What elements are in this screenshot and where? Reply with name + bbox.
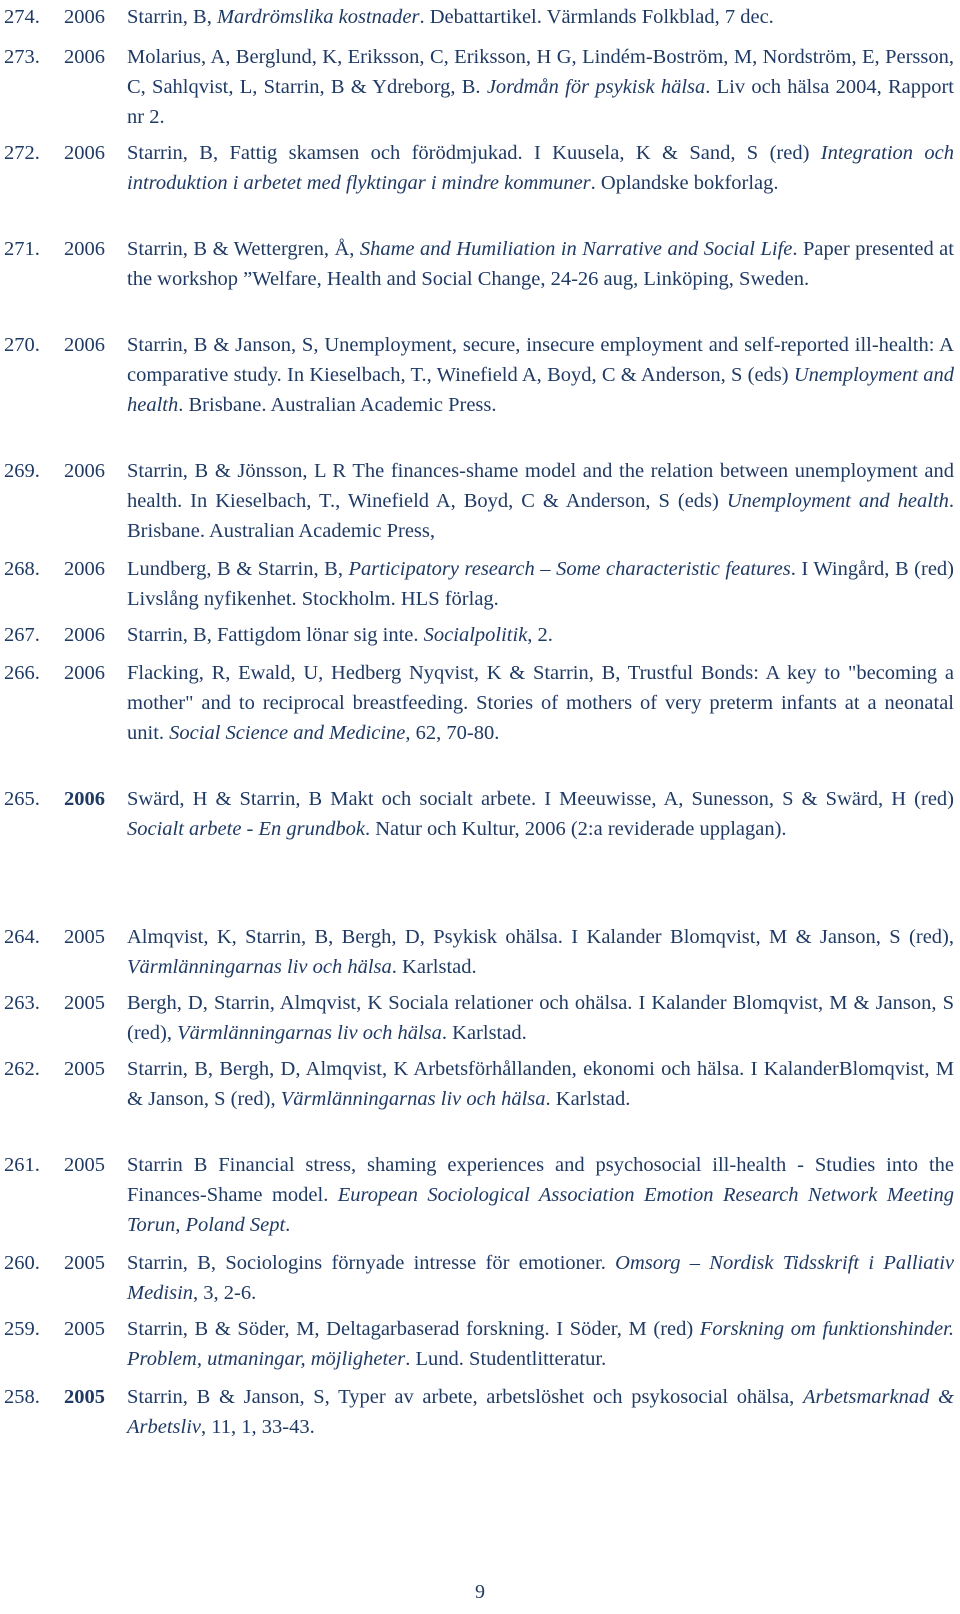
entry-citation: Starrin, B & Söder, M, Deltagarbaserad forskning. I Söder, M (red) Forskning om funktionshinder. Problem, utmaningar, möjligheter. Lund. Studentlitteratur.	[127, 1318, 954, 1370]
entry-number: 261.	[4, 1154, 40, 1176]
entry-citation: Flacking, R, Ewald, U, Hedberg Nyqvist, K & Starrin, B, Trustful Bonds: A key to "becoming a mother" and to reciprocal breastfeeding. Stories of mothers of very preterm infants at a neonatal unit. Social Science and Medicine, 62, 70-80.	[127, 662, 954, 744]
entry-number: 265.	[4, 788, 40, 810]
entry-number: 266.	[4, 662, 40, 684]
entry-year: 2005	[64, 992, 105, 1014]
entry-year: 2006	[64, 460, 105, 482]
entry-year: 2006	[64, 558, 105, 580]
entry-citation: Starrin, B & Janson, S, Unemployment, secure, insecure employment and self-reported ill-health: A comparative study. In Kieselbach, T., Winefield A, Boyd, C & Anderson, S (eds) Unemployment and health. Brisbane. Australian Academic Press.	[127, 334, 954, 416]
page-number: 9	[475, 1581, 485, 1603]
entry-citation: Starrin, B & Wettergren, Å, Shame and Humiliation in Narrative and Social Life. Paper presented at the workshop ”Welfare, Health and Social Change, 24-26 aug, Linköping, Sweden.	[127, 238, 954, 290]
entry-year: 2005	[64, 1154, 105, 1176]
entry-citation: Starrin, B, Fattigdom lönar sig inte. Socialpolitik, 2.	[127, 624, 553, 646]
entry-number: 273.	[4, 46, 40, 68]
entry-citation: Lundberg, B & Starrin, B, Participatory research – Some characteristic features. I Wingård, B (red) Livslång nyfikenhet. Stockholm. HLS förlag.	[127, 558, 954, 610]
entry-number: 260.	[4, 1252, 40, 1274]
entry-year: 2006	[64, 662, 105, 684]
entry-citation: Starrin, B & Jönsson, L R The finances-shame model and the relation between unemployment and health. In Kieselbach, T., Winefield A, Boyd, C & Anderson, S (eds) Unemployment and health. Brisbane. Australian Academic Press,	[127, 460, 955, 542]
entry-number: 258.	[4, 1386, 40, 1408]
entry-number: 270.	[4, 334, 40, 356]
entry-number: 259.	[4, 1318, 40, 1340]
entry-year: 2005	[64, 1252, 105, 1274]
entry-number: 267.	[4, 624, 40, 646]
entry-year: 2005	[64, 926, 105, 948]
entry-year: 2006	[64, 6, 105, 28]
entry-year: 2006	[64, 334, 105, 356]
entry-citation: Starrin, B, Fattig skamsen och förödmjukad. I Kuusela, K & Sand, S (red) Integration och introduktion i arbetet med flyktingar i mindre kommuner. Oplandske bokforlag.	[127, 142, 954, 194]
entry-number: 263.	[4, 992, 40, 1014]
entry-citation: Swärd, H & Starrin, B Makt och socialt arbete. I Meeuwisse, A, Sunesson, S & Swärd, H (red) Socialt arbete - En grundbok. Natur och Kultur, 2006 (2:a reviderade upplagan).	[127, 788, 954, 840]
entry-citation: Almqvist, K, Starrin, B, Bergh, D, Psykisk ohälsa. I Kalander Blomqvist, M & Janson, S (red), Värmlänningarnas liv och hälsa. Karlstad.	[127, 926, 954, 978]
entry-year: 2006	[64, 142, 105, 164]
entry-citation: Starrin, B & Janson, S, Typer av arbete, arbetslöshet och psykosocial ohälsa, Arbetsmarknad & Arbetsliv, 11, 1, 33-43.	[127, 1386, 954, 1438]
entry-year: 2006	[64, 238, 105, 260]
entry-number: 274.	[4, 6, 40, 28]
entry-year: 2005	[64, 1318, 105, 1340]
entry-citation: Molarius, A, Berglund, K, Eriksson, C, Eriksson, H G, Lindém-Boström, M, Nordström, E, Persson, C, Sahlqvist, L, Starrin, B & Ydreborg, B. Jordmån för psykisk hälsa. Liv och hälsa 2004, Rapport nr 2.	[127, 46, 955, 128]
entry-number: 272.	[4, 142, 40, 164]
entry-citation: Starrin, B, Sociologins förnyade intresse för emotioner. Omsorg – Nordisk Tidsskrift i Palliativ Medisin, 3, 2-6.	[127, 1252, 954, 1304]
entry-year: 2006	[64, 624, 105, 646]
entry-citation: Starrin, B, Mardrömslika kostnader. Debattartikel. Värmlands Folkblad, 7 dec.	[127, 6, 774, 28]
entry-year: 2005	[64, 1386, 105, 1408]
entry-number: 262.	[4, 1058, 40, 1080]
entry-citation: Starrin B Financial stress, shaming experiences and psychosocial ill-health - Studies into the Finances-Shame model. European Sociological Association Emotion Research Network Meeting Torun, Poland Sept.	[127, 1154, 954, 1236]
entry-number: 269.	[4, 460, 40, 482]
entry-number: 271.	[4, 238, 40, 260]
entry-number: 264.	[4, 926, 40, 948]
entry-year: 2006	[64, 46, 105, 68]
entry-citation: Starrin, B, Bergh, D, Almqvist, K Arbetsförhållanden, ekonomi och hälsa. I KalanderBlomqvist, M & Janson, S (red), Värmlänningarnas liv och hälsa. Karlstad.	[127, 1058, 954, 1110]
entry-number: 268.	[4, 558, 40, 580]
entry-year: 2006	[64, 788, 105, 810]
entry-year: 2005	[64, 1058, 105, 1080]
entry-citation: Bergh, D, Starrin, Almqvist, K Sociala relationer och ohälsa. I Kalander Blomqvist, M & Janson, S (red), Värmlänningarnas liv och hälsa. Karlstad.	[127, 992, 954, 1044]
